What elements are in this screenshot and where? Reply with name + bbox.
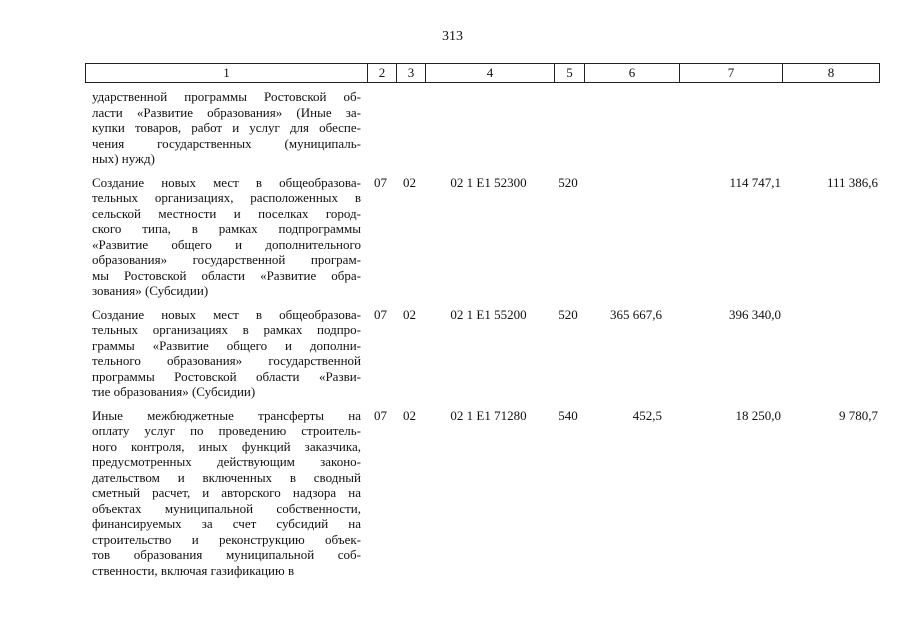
description-line: мы Ростовской области «Развитие обра- [92,267,361,283]
header-col-7: 7 [679,64,782,82]
amount-col-8: 9 780,7 [839,407,878,423]
target-article-code: 02 1 E1 71280 [450,407,527,423]
row-description [85,408,366,579]
amount-col-6: 452,5 [632,407,662,423]
expense-type-code [553,89,583,167]
header-col-6: 6 [584,64,679,82]
table-row [85,307,878,400]
description-line: ного контроля, иных функций заказчика, [92,438,361,454]
description-line: купки товаров, работ и услуг для обеспе- [92,120,361,135]
header-col-2: 2 [367,64,396,82]
description-line: предусмотренных действующим законо- [92,454,361,469]
table-row [85,408,878,579]
description-line: ных) нужд) [92,151,155,166]
description-line: Создание новых мест в общеобразова- [92,306,361,322]
amount-col-6: 365 667,6 [610,306,662,322]
description-line: сельской местности и поселках город- [92,205,361,221]
section-code: 07 [374,407,387,423]
description-line: тельных организациях в рамках подпро- [92,322,361,337]
amount-col-8 [781,307,878,400]
description-line: чения государственных (муниципаль- [92,135,361,151]
description-line: тельных организациях, расположенных в [92,190,361,205]
description-line: зования» (Субсидии) [92,283,209,298]
section-code [366,89,395,167]
header-col-4: 4 [425,64,554,82]
target-article-code: 02 1 E1 55200 [450,306,527,322]
description-line: сметный расчет, и авторского надзора на [92,485,361,500]
page-number: 313 [442,29,463,44]
description-line: «Развитие общего и дополнительного [92,236,361,252]
description-line: тие образования» (Субсидии) [92,384,256,399]
target-article-code: 02 1 E1 52300 [450,174,527,190]
amount-col-6 [583,175,678,299]
subsection-code: 02 [403,174,416,190]
description-line: ственности, включая газификацию в [92,562,295,578]
section-code: 07 [374,306,387,322]
header-col-1: 1 [223,65,230,80]
subsection-code [395,89,424,167]
description-line: граммы «Развитие общего и дополни- [92,337,361,353]
amount-col-8: 111 386,6 [826,174,878,190]
description-line: тельного образования» государственной [92,353,361,368]
amount-col-7 [678,89,781,167]
subsection-code: 02 [403,306,416,322]
row-description [85,89,366,167]
row-description [85,307,366,400]
description-line: образования» государственной програм- [92,252,361,267]
target-article-code [424,89,553,167]
description-line: тов образования муниципальной соб- [92,547,361,562]
description-line: объектах муниципальной собственности, [92,500,361,516]
expense-type-code: 520 [558,174,578,190]
table-body [85,89,878,586]
row-description [85,175,366,299]
amount-col-7: 114 747,1 [729,174,781,190]
description-line: ласти «Развитие образования» (Иные за- [92,104,361,120]
amount-col-8 [781,89,878,167]
section-code: 07 [374,174,387,190]
table-header [85,63,880,83]
description-line: финансируемых за счет субсидий на [92,516,361,531]
description-line: строительство и реконструкцию объек- [92,531,361,547]
expense-type-code: 540 [558,407,578,423]
header-col-3: 3 [396,64,425,82]
subsection-code: 02 [403,407,416,423]
description-line: программы Ростовской области «Разви- [92,368,361,384]
description-line: ударственной программы Ростовской об- [92,89,361,104]
table-row [85,89,878,167]
description-line: ского типа, в рамках подпрограммы [92,221,361,236]
header-col-8: 8 [782,64,879,82]
amount-col-7: 396 340,0 [729,306,781,322]
amount-col-6 [583,89,678,167]
description-line: дательством и включенных в сводный [92,469,361,485]
description-line: Иные межбюджетные трансферты на [92,407,361,423]
expense-type-code: 520 [558,306,578,322]
table-row [85,175,878,299]
amount-col-7: 18 250,0 [735,407,781,423]
description-line: Создание новых мест в общеобразова- [92,174,361,190]
header-col-5: 5 [554,64,584,82]
description-line: оплату услуг по проведению строитель- [92,423,361,438]
